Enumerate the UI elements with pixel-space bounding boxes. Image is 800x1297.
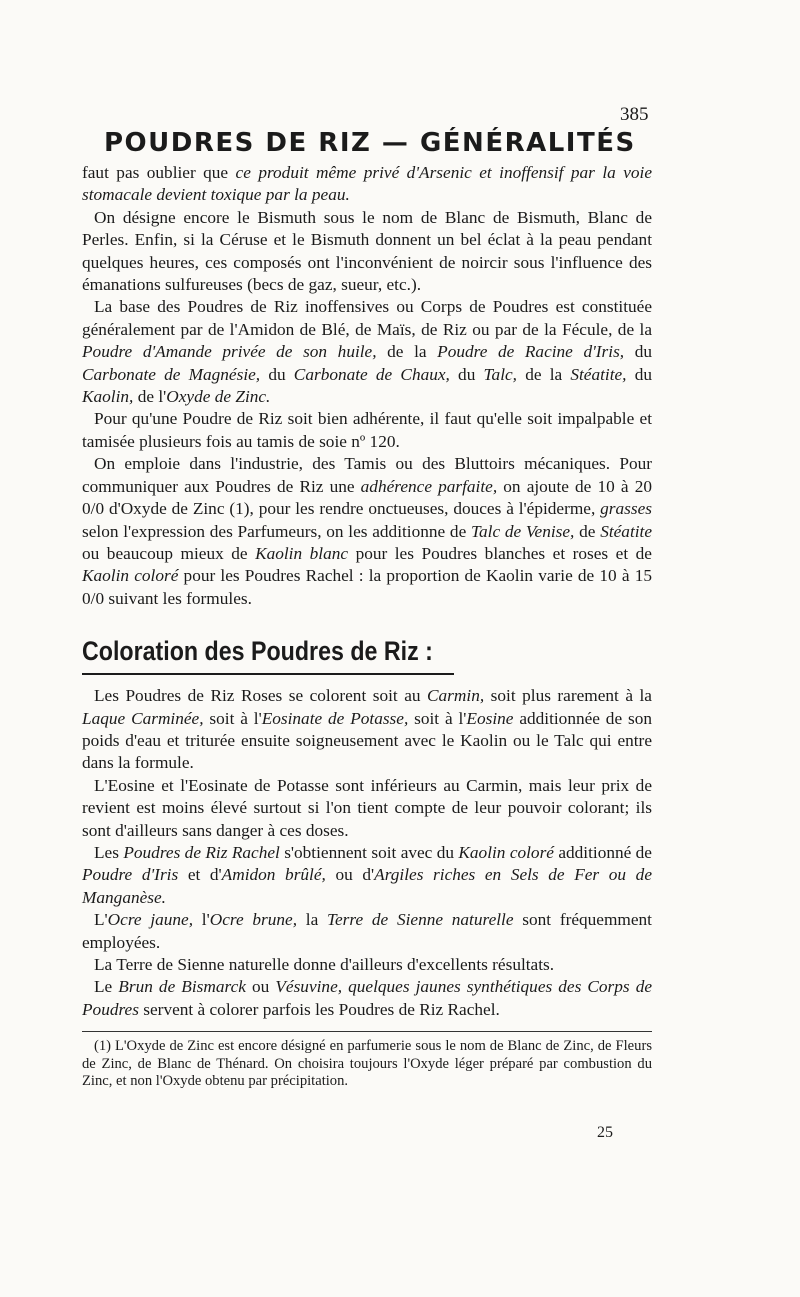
italic-text: Ocre brune,	[209, 910, 298, 930]
paragraph	[82, 775, 652, 842]
text-run: de l'	[133, 387, 167, 407]
text-run: La Terre de Sienne naturelle donne d'ailleurs d'excellents résultats.	[94, 955, 555, 974]
section-heading: Coloration des Poudres de Riz :	[82, 636, 433, 667]
paragraph	[82, 954, 652, 976]
signature-mark: 25	[597, 1124, 613, 1141]
text-run: s'obtiennent soit avec du	[279, 842, 459, 862]
text-run: La base des Poudres de Riz inoffensives ou Corps de Poudres est constituée généralement par de l'Amidon de Blé, de Maïs, de Riz ou par de la Fécule, de la	[82, 297, 652, 339]
footnote: (1) L'Oxyde de Zinc est encore désigné en parfumerie sous le nom de Blanc de Zinc, de Fleurs de Zinc, de Blanc de Thénard. On choisira toujours l'Oxyde léger préparé par combustion du Zinc, et non l'Oxyde obtenu par précipitation.	[82, 1038, 652, 1090]
paragraph	[82, 842, 652, 909]
text-run: L'Eosine et l'Eosinate de Potasse sont inférieurs au Carmin, mais leur prix de revient est moins élevé surtout si l'on tient compte de leur pouvoir colorant; ils sont d'ailleurs sans danger à ces doses.	[82, 775, 652, 840]
italic-text: Carbonate de Magnésie,	[82, 364, 261, 384]
text-run: de	[574, 521, 601, 541]
text-run: Pour qu'une Poudre de Riz soit bien adhérente, il faut qu'elle soit impalpable et tamisée plusieurs fois au tamis de soie nº 120.	[82, 409, 652, 451]
text-run: de la	[376, 342, 438, 362]
italic-text: Ocre jaune,	[107, 910, 194, 930]
text-run: de la	[517, 364, 571, 384]
italic-text: Vésuvine, quelques jaunes synthétiques des Corps de Poudres	[82, 977, 653, 1019]
heading-underline	[82, 673, 454, 675]
text-run: Le	[94, 977, 119, 997]
italic-text: Talc,	[483, 364, 517, 384]
running-head: POUDRES DE RIZ — GÉNÉRALITÉS	[104, 128, 636, 158]
text-run: Les	[94, 842, 124, 862]
paragraph	[82, 408, 652, 453]
page-number: 385	[620, 104, 649, 125]
italic-text: Talc de Venise,	[470, 521, 575, 541]
text-run: soit à l'	[203, 708, 262, 728]
italic-text: Kaolin coloré	[82, 566, 179, 586]
footnote-separator	[82, 1031, 652, 1032]
section-generalites	[82, 162, 652, 610]
text-run: On emploie dans l'industrie, des Tamis ou des Bluttoirs mécaniques. Pour communiquer aux Poudres de Riz une	[82, 454, 652, 496]
italic-text: ce produit même privé d'Arsenic et inoffensif par la voie stomacale devient toxique par la peau.	[82, 163, 652, 205]
text-run: du	[260, 364, 294, 384]
text-run: soit plus rarement à la	[484, 686, 652, 706]
text-run: Les Poudres de Riz Roses se colorent soit au	[94, 686, 428, 706]
text-run: pour les Poudres Rachel : la proportion de Kaolin varie de 10 à 15 0/0 suivant les formules.	[82, 566, 652, 608]
section-coloration	[82, 685, 652, 1021]
paragraph	[82, 909, 652, 954]
italic-text: Brun de Bismarck	[118, 977, 246, 997]
italic-text: Poudre de Racine d'Iris,	[437, 342, 625, 362]
text-run: pour les Poudres blanches et roses et de	[348, 543, 652, 563]
italic-text: Eosinate de Potasse,	[261, 708, 409, 728]
italic-text: Poudre d'Amande privée de son huile,	[82, 342, 377, 362]
italic-text: Carmin,	[427, 686, 485, 706]
italic-text: Argiles riches en Sels de Fer ou de Manganèse.	[82, 865, 652, 907]
text-run: du	[626, 364, 652, 384]
italic-text: adhérence parfaite,	[360, 476, 498, 496]
paragraph	[82, 162, 652, 207]
italic-text: grasses	[600, 499, 652, 519]
italic-text: Terre de Sienne naturelle	[326, 910, 514, 930]
italic-text: Kaolin coloré	[458, 842, 554, 862]
text-run: ou d'	[325, 865, 375, 885]
italic-text: Oxyde de Zinc.	[166, 387, 271, 407]
paragraph	[82, 976, 652, 1021]
italic-text: Kaolin blanc	[255, 543, 349, 563]
text-run: L'	[94, 910, 108, 930]
text-run: ou	[245, 977, 276, 997]
italic-text: Stéatite	[600, 521, 653, 541]
text-run: On désigne encore le Bismuth sous le nom de Blanc de Bismuth, Blanc de Perles. Enfin, si la Céruse et le Bismuth donnent un bel éclat à la peau pendant quelques heures, ces composés ont l'inconvénient de noircir sous l'influence des émanations sulfureuses (becs de gaz, sueur, etc.).	[82, 207, 652, 295]
italic-text: Poudre d'Iris	[82, 865, 179, 885]
page	[82, 100, 652, 1090]
paragraph	[82, 685, 652, 775]
paragraph	[82, 296, 652, 408]
italic-text: Eosine	[466, 708, 514, 728]
italic-text: Kaolin,	[82, 387, 134, 407]
text-run: faut pas oublier que	[82, 163, 236, 182]
text-run: du	[624, 342, 653, 362]
text-run: sont fréquemment employées.	[82, 910, 652, 952]
text-run: la	[297, 910, 327, 930]
text-run: servent à colorer parfois les Poudres de Riz Rachel.	[138, 999, 500, 1019]
text-run: soit à l'	[408, 708, 467, 728]
italic-text: Carbonate de Chaux,	[293, 364, 450, 384]
text-run: additionnée de son poids d'eau et triturée ensuite soigneusement avec le Kaolin ou le Talc qui entre dans la formule.	[82, 708, 652, 773]
italic-text: Amidon brûlé,	[221, 865, 326, 885]
text-run: l'	[193, 910, 210, 930]
text-run: additionné de	[553, 842, 652, 862]
paragraph	[82, 207, 652, 297]
italic-text: Laque Carminée,	[82, 708, 204, 728]
text-run: du	[449, 364, 484, 384]
text-run: selon l'expression des Parfumeurs, on les additionne de	[82, 521, 471, 541]
text-run: ou beaucoup mieux de	[82, 543, 256, 563]
italic-text: Poudres de Riz Rachel	[123, 842, 280, 862]
italic-text: Stéatite,	[570, 364, 627, 384]
paragraph	[82, 453, 652, 610]
text-run: et d'	[178, 865, 222, 885]
text-run: on ajoute de 10 à 20 0/0 d'Oxyde de Zinc (1), pour les rendre onctueuses, douces à l'épiderme,	[82, 476, 652, 519]
